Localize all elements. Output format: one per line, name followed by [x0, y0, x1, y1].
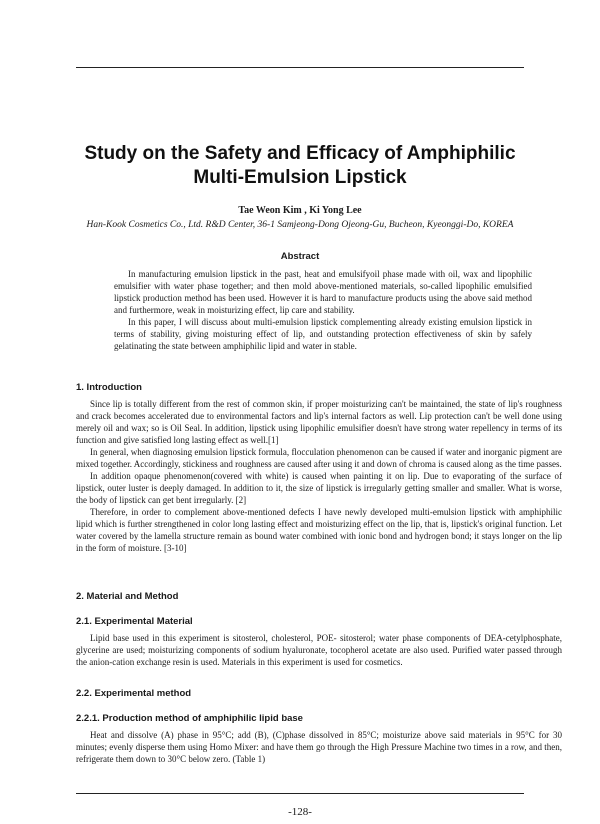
authors: Tae Weon Kim , Ki Yong Lee [238, 205, 362, 216]
introduction-body [76, 398, 562, 554]
title-line-1: Study on the Safety and Efficacy of Amphiphilic [84, 143, 516, 164]
body-paragraph: Lipid base used in this experiment is sitosterol, cholesterol, POE- sitosterol; water phase components of DEA-cetylphosphate, glycerine are used; moisturizing components of sodium hyaluronate, tocopherol acetate are also used. Purified water passed through the anion-cation exchange resin is used. Materials in this experiment is used for cosmetics. [76, 633, 562, 667]
section-heading-introduction: 1. Introduction [76, 382, 142, 393]
abstract-paragraph: In manufacturing emulsion lipstick in the past, heat and emulsifyoil phase made with oil, wax and lipophilic emulsifier with water phase together; and then mold above-mentioned materials, so-called lipophilic emulsified lipstick production method has been used. However it is hard to manufacture products using the above said method and furthermore, weak in moisturizing effect, lip care and stability. [114, 269, 532, 315]
subsubsection-heading-production-method: 2.2.1. Production method of amphiphilic lipid base [76, 713, 303, 724]
body-paragraph: Heat and dissolve (A) phase in 95°C; add (B), (C)phase dissolved in 85°C; moisturize above said materials in 95°C for 30 minutes; evenly disperse them using Homo Mixer: and have them go through the High Pressure Machine two times in a row, and then, refrigerate them down to 30°C below zero. (Table 1) [76, 730, 562, 764]
page-number: -128- [288, 806, 312, 818]
top-rule [76, 67, 524, 68]
abstract-paragraph: In this paper, I will discuss about multi-emulsion lipstick complementing already existing emulsion lipstick in terms of stability, giving moisturing effect of lip, and outstanding protection effectiveness of skin by safely gelatinating the state between amphiphilic lipid and water in stable. [114, 317, 532, 351]
production-method-body [76, 729, 562, 765]
title-line-2: Multi-Emulsion Lipstick [193, 167, 407, 188]
experimental-material-body [76, 632, 562, 668]
paper-title [60, 142, 540, 190]
body-paragraph: Therefore, in order to complement above-mentioned defects I have newly developed multi-emulsion lipstick with amphiphilic lipid which is further strengthened in color long lasting effect and moisturizing effect on the lip, that is, lipstick's original function. Let water covered by the lamella structure remain as bound water combined with ionic bond and hydrogen bond; it stays longer on the lip in the form of moisture. [3-10] [76, 507, 562, 553]
bottom-rule [76, 793, 524, 794]
abstract-body [114, 268, 532, 352]
subsection-heading-experimental-material: 2.1. Experimental Material [76, 616, 193, 627]
abstract-heading: Abstract [280, 251, 320, 262]
body-paragraph: Since lip is totally different from the rest of common skin, if proper moisturizing can't be maintained, the state of lip's roughness and crack becomes accelerated due to environmental factors and lip's internal factors as well. Lip protection can't be well done using merely oil and wax; so is Oil Seal. In addition, lipstick using lipophilic emulsifier doesn't have strong water repellency in terms of its function and give satisfied long lasting effect as well.[1] [76, 399, 562, 445]
body-paragraph: In general, when diagnosing emulsion lipstick formula, flocculation phenomenon can be caused if water and inorganic pigment are mixed together. Accordingly, stickiness and roughness are caused after using it and down of chroma is caused along as the time passes. [76, 447, 562, 469]
subsection-heading-experimental-method: 2.2. Experimental method [76, 688, 192, 699]
body-paragraph: In addition opaque phenomenon(covered with white) is caused when painting it on lip. Due to evaporating of the surface of lipstick, outer luster is deeply damaged. In addition to it, the size of lipstick is irregularly getting smaller and smaller. What is worse, the body of lipstick can get bent irregularly. [2] [76, 471, 562, 505]
section-heading-material-method: 2. Material and Method [76, 591, 179, 602]
affiliation: Han-Kook Cosmetics Co., Ltd. R&D Center, 36-1 Samjeong-Dong Ojeong-Gu, Bucheon, Kyeonggi-Do, KOREA [86, 220, 514, 230]
